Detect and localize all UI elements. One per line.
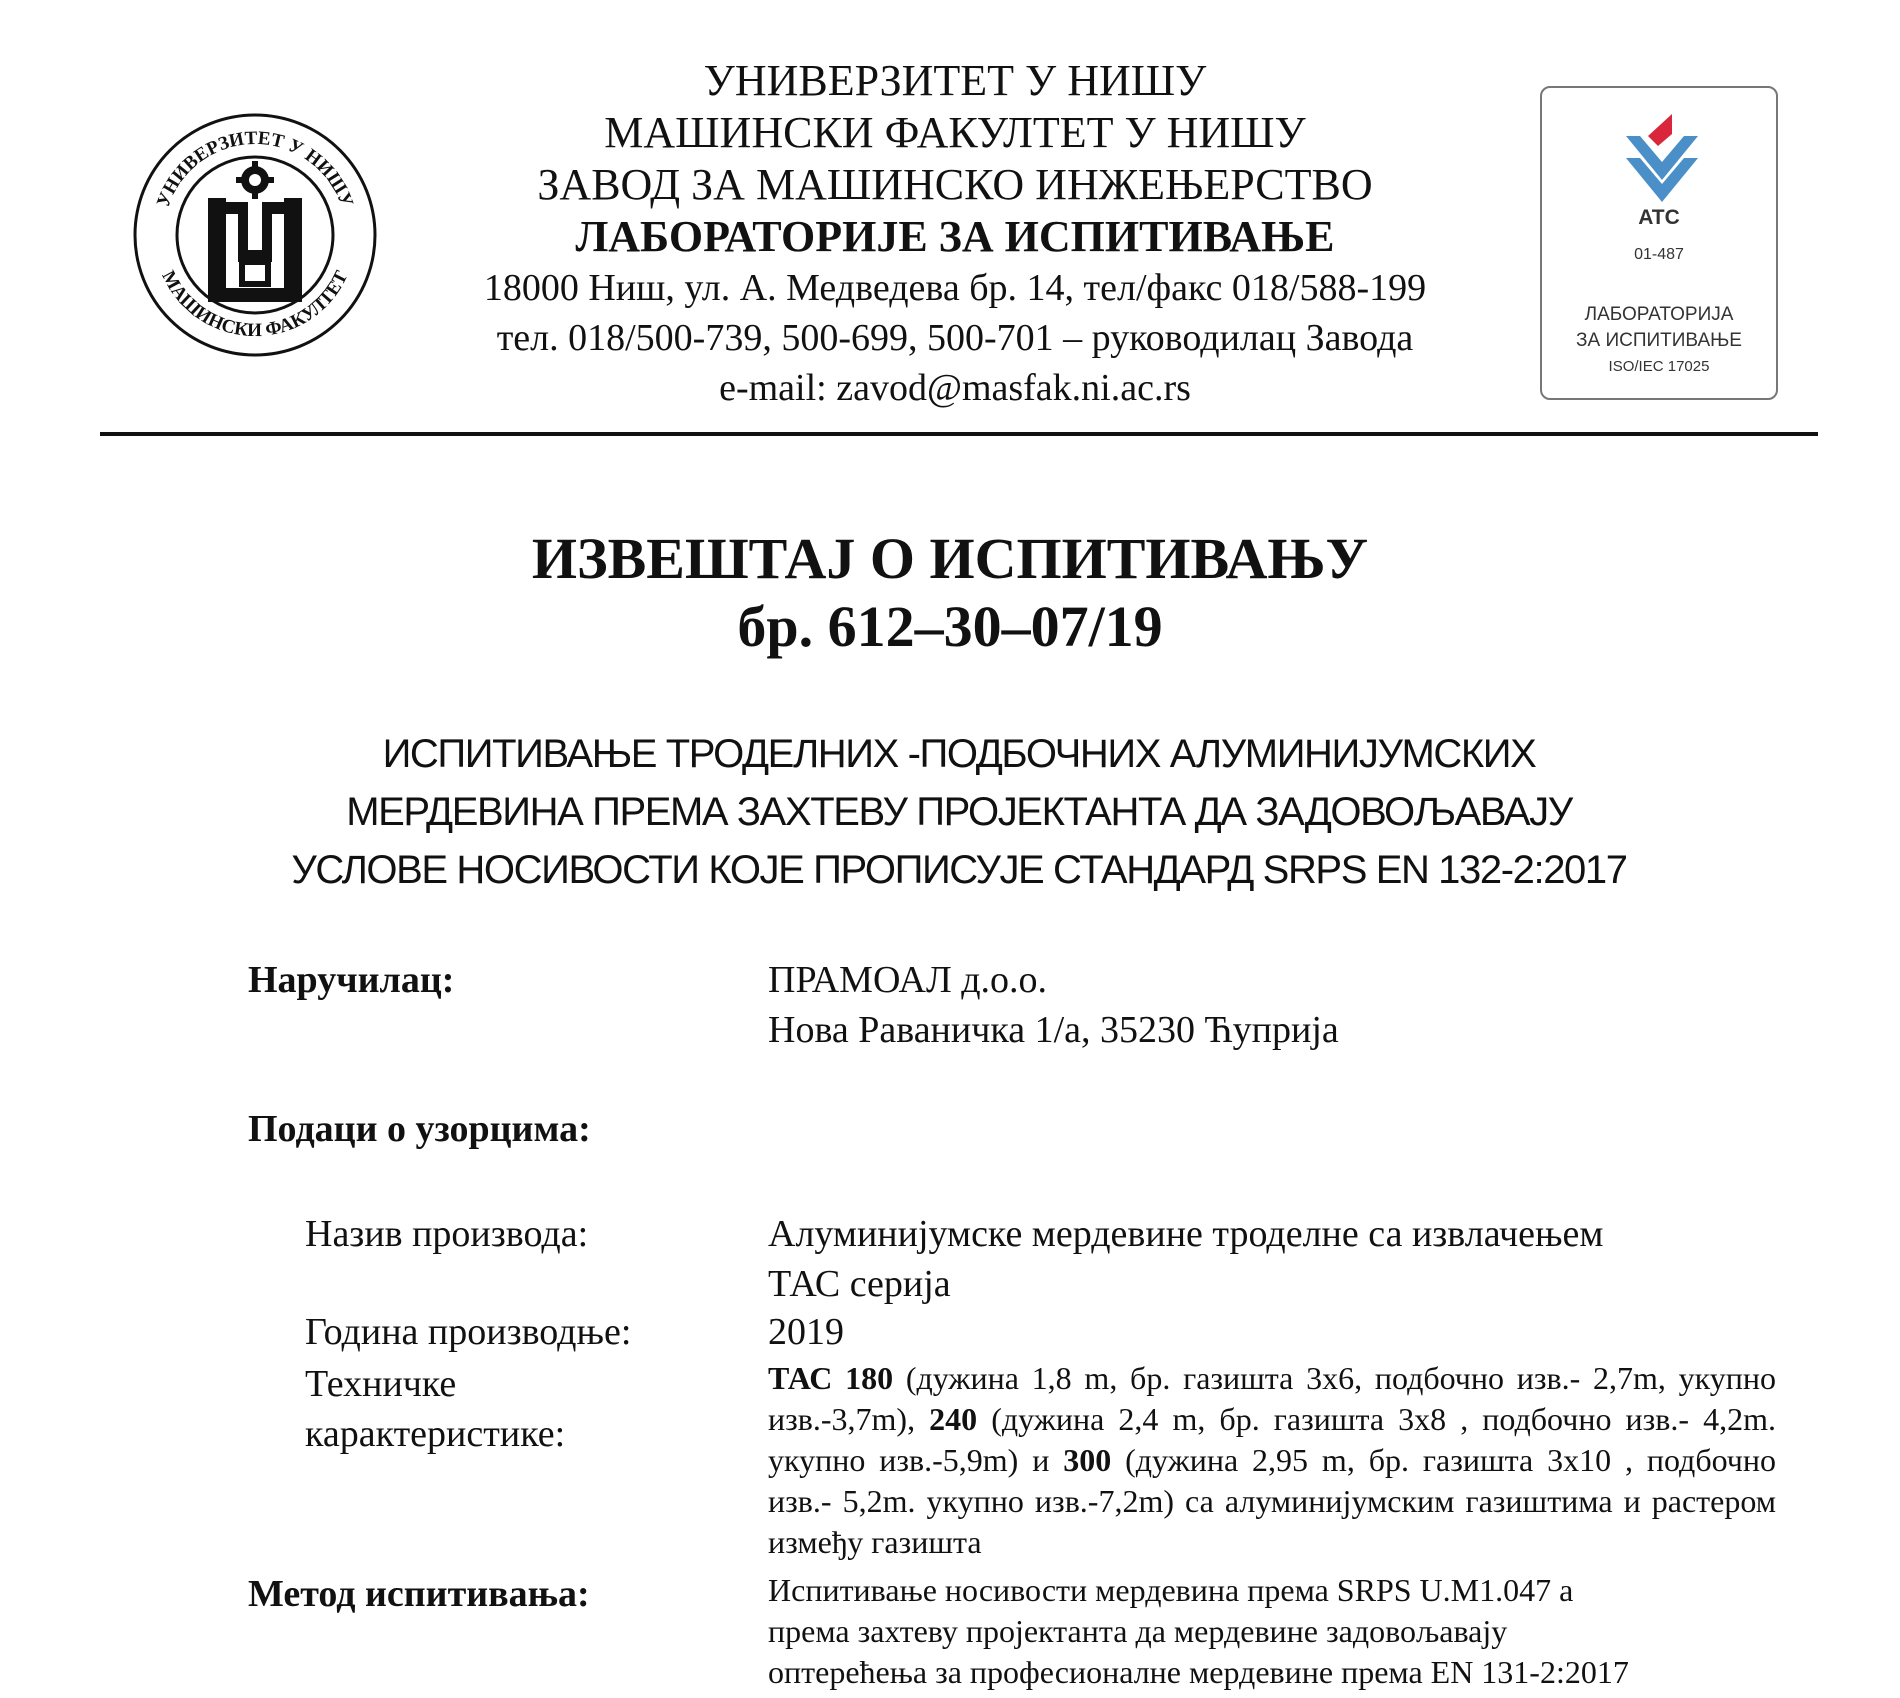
- tech-text-3: (дужина 2,95 m, бр. газишта 3x10 , подбочно изв.- 5,2m. укупно изв.-7,2m) са алуминијумским газиштима и растером између газишта: [768, 1442, 1777, 1560]
- atc-number: 01-487: [1634, 246, 1684, 263]
- faculty-emblem-icon: [208, 198, 302, 302]
- report-subject: [100, 725, 1818, 899]
- client-name: ПРАМОАЛ д.о.о.: [768, 959, 1048, 1001]
- letterhead: [0, 0, 1900, 440]
- method-line-3: оптерећења за професионалне мердевине према EN 131-2:2017: [768, 1654, 1629, 1690]
- year-value: 2019: [768, 1311, 844, 1353]
- phone-line: тел. 018/500-739, 500-699, 500-701 – руководилац Завода: [496, 317, 1414, 359]
- product-label: Назив производа:: [305, 1213, 589, 1255]
- faculty-name: МАШИНСКИ ФАКУЛТЕТ У НИШУ: [604, 108, 1306, 157]
- product-value-line1: Алуминијумске мердевине троделне са извлачењем: [768, 1213, 1604, 1255]
- client-label: Наручилац:: [248, 959, 455, 1001]
- gear-icon: [236, 161, 274, 199]
- university-name: УНИВЕРЗИТЕТ У НИШУ: [703, 56, 1207, 105]
- method-line-2: према захтеву пројектанта да мердевине задовољавају: [768, 1613, 1508, 1649]
- report-title: ИЗВЕШТАЈ О ИСПИТИВАЊУ: [531, 526, 1369, 591]
- tech-label: [305, 1359, 565, 1459]
- tech-text-2: (дужина 2,4 m, бр. газишта 3x8 , подбочно изв.- 4,2m. укупно изв.-5,9m) и: [768, 1401, 1777, 1478]
- product-value-line2: ТАС серија: [768, 1263, 951, 1305]
- tech-text-1: (дужина 1,8 m, бр. газишта 3x6, подбочно изв.- 2,7m, укупно изв.-3,7m),: [768, 1360, 1777, 1437]
- university-seal-logo: [130, 110, 380, 360]
- samples-label: Подаци о узорцима:: [248, 1108, 591, 1150]
- client-address: Нова Раваничка 1/а, 35230 Ћуприја: [768, 1009, 1339, 1051]
- client-value: [768, 955, 1339, 1055]
- report-number: бр. 612–30–07/19: [737, 594, 1163, 659]
- seal-bottom-text: МАШИНСКИ ФАКУЛТЕТ: [157, 267, 353, 342]
- subject-line-2: МЕРДЕВИНА ПРЕМА ЗАХТЕВУ ПРОЈЕКТАНТА ДА ЗАДОВОЉАВАЈУ: [346, 790, 1572, 834]
- tech-label-line1: Техничке: [305, 1363, 457, 1405]
- atc-lab-line1: ЛАБОРАТОРИЈА: [1584, 304, 1734, 325]
- method-line-1: Испитивање носивости мердевина према SRPS U.M1.047 а: [768, 1572, 1574, 1608]
- tech-model-1: ТАС 180: [768, 1360, 894, 1396]
- laboratory-name: ЛАБОРАТОРИЈЕ ЗА ИСПИТИВАЊЕ: [575, 212, 1335, 261]
- atc-standard: ISO/IEC 17025: [1608, 358, 1710, 375]
- institute-name: ЗАВОД ЗА МАШИНСКО ИНЖЕЊЕРСТВО: [537, 160, 1373, 209]
- method-label: Метод испитивања:: [248, 1573, 590, 1615]
- tech-label-line2: карактеристике:: [305, 1413, 566, 1455]
- method-value: [768, 1570, 1778, 1693]
- year-label: Година производње:: [305, 1311, 632, 1353]
- atc-lab-line2: ЗА ИСПИТИВАЊЕ: [1576, 330, 1742, 351]
- tech-model-2: 240: [929, 1401, 978, 1437]
- atc-logo-icon: [1614, 106, 1710, 206]
- tech-characteristics: [768, 1358, 1776, 1563]
- institution-header: [380, 55, 1530, 413]
- address-line: 18000 Ниш, ул. А. Медведева бр. 14, тел/факс 018/588-199: [483, 267, 1427, 309]
- product-value: [768, 1209, 1603, 1309]
- header-divider: [100, 432, 1818, 436]
- seal-top-text: УНИВЕРЗИТЕТ У НИШУ: [152, 127, 358, 211]
- accreditation-badge: [1540, 86, 1778, 400]
- subject-line-1: ИСПИТИВАЊЕ ТРОДЕЛНИХ -ПОДБОЧНИХ АЛУМИНИЈУМСКИХ: [382, 732, 1536, 776]
- report-title-block: [0, 525, 1900, 661]
- atc-name: ATC: [1638, 206, 1680, 229]
- subject-line-3: УСЛОВЕ НОСИВОСТИ КОЈЕ ПРОПИСУЈЕ СТАНДАРД SRPS EN 132-2:2017: [291, 848, 1627, 892]
- email-line: e-mail: zavod@masfak.ni.ac.rs: [719, 367, 1191, 409]
- tech-model-3: 300: [1063, 1442, 1112, 1478]
